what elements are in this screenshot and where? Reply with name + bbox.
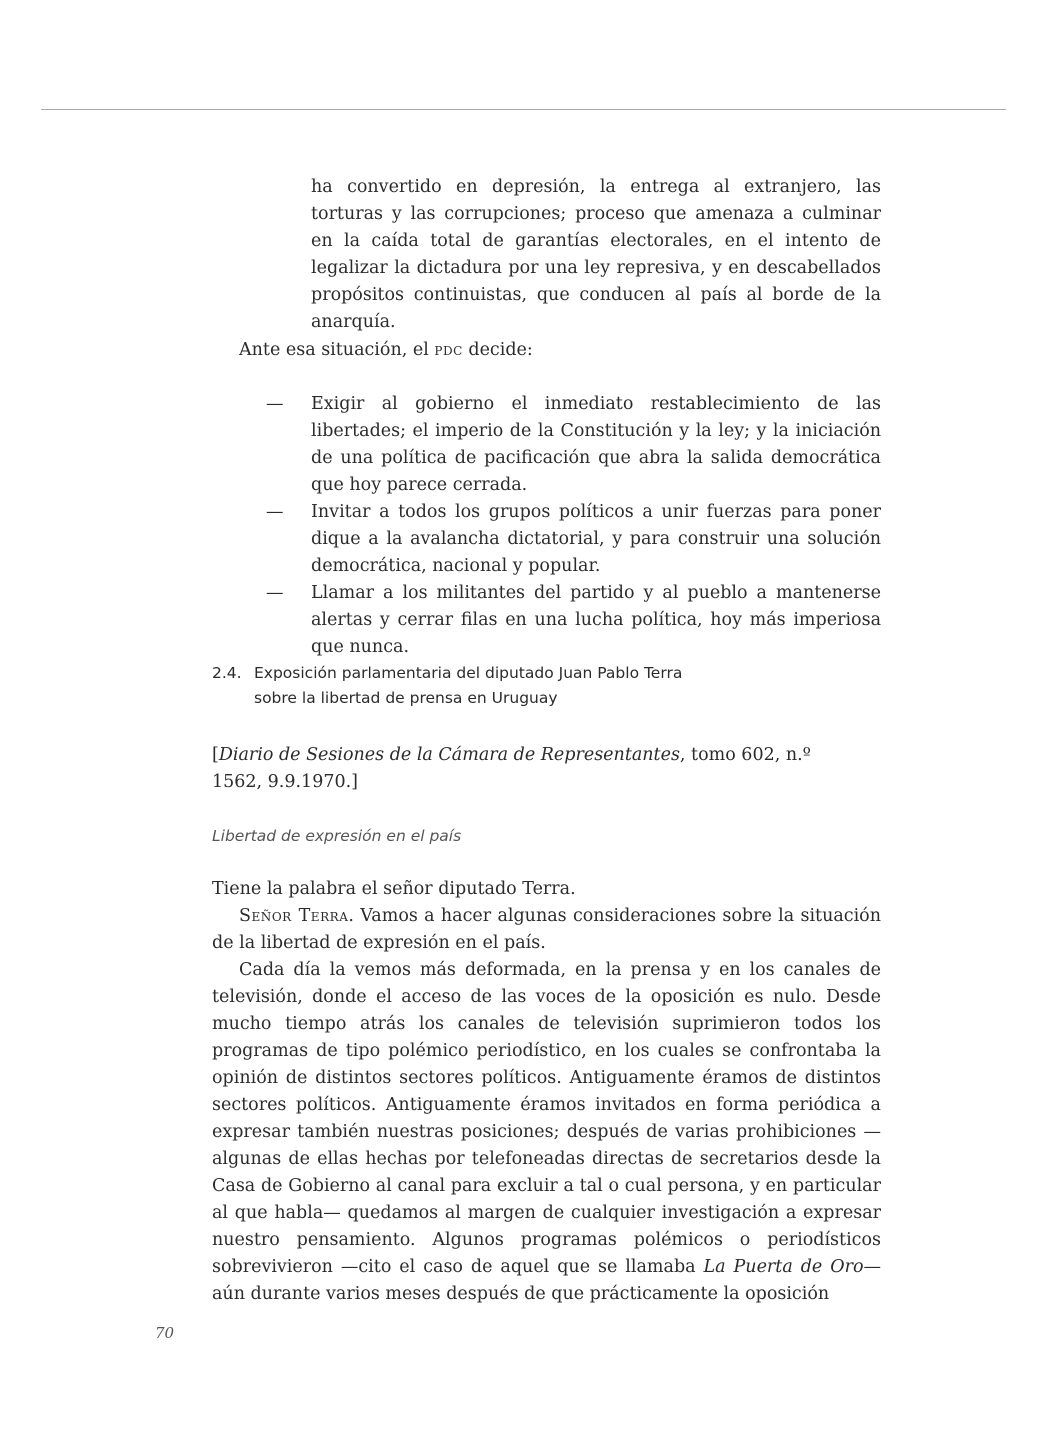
list-item (266, 580, 881, 661)
paragraph-text: . Vamos a hacer algunas consideraciones sobre la situación de la libertad de expresión en el país. (212, 906, 881, 953)
list-item-text: Invitar a todos los grupos políticos a unir fuerzas para poner dique a la avalancha dictatorial, y para construir una solución democrática, nacional y popular. (311, 502, 881, 576)
source-citation (212, 742, 852, 796)
list-item-text: Exigir al gobierno el inmediato restablecimiento de las libertades; el imperio de la Constitución y la ley; y la iniciación de una política de pacificación que abra la salida democrática que hoy parece cerrada. (311, 394, 881, 495)
list-item-text: Llamar a los militantes del partido y al pueblo a mantenerse alertas y cerrar filas en una lucha política, hoy más imperiosa que nunca. (311, 583, 881, 657)
section-title-line-1: Exposición parlamentaria del diputado Juan Pablo Terra (254, 664, 683, 682)
decision-list (266, 391, 881, 661)
dash-marker: — (266, 502, 284, 522)
paragraph-text: Cada día la vemos más deformada, en la prensa y en los canales de televisión, donde el acceso de las voces de la oposición es nulo. Desde mucho tiempo atrás los canales de televisión suprimieron todos los programas de tipo polémico periodístico, en los cuales se confrontaba la opinión de distintos sectores políticos. Antiguamente éramos de distintos sectores políticos. Antiguamente éramos invitados en forma periódica a expresar también nuestras posiciones; después de varias prohibiciones —algunas de ellas hechas por telefoneadas directas de secretarios desde la Casa de Gobierno al canal para excluir a tal o cual persona, y en particular al que habla— quedamos al margen de cualquier investigación a expresar nuestro pensamiento. Algunos programas polémicos o periodísticos sobrevivieron —cito el caso de aquel que se llamaba (212, 960, 881, 1277)
section-title-line-2: sobre la libertad de prensa en Uruguay (254, 689, 558, 707)
paragraph (212, 957, 881, 1308)
dash-marker: — (266, 394, 284, 414)
subheading: Libertad de expresión en el país (212, 827, 462, 845)
list-item (266, 391, 881, 499)
paragraph: Tiene la palabra el señor diputado Terra. (212, 879, 576, 899)
page-number: 70 (155, 1324, 175, 1342)
paragraph (212, 903, 881, 957)
lead-after: decide: (462, 340, 533, 360)
lead-sentence (239, 337, 533, 364)
citation-details: , tomo 602, n.º 1562, 9.9.1970.] (212, 745, 811, 792)
body-text (212, 876, 881, 1308)
citation-source: Diario de Sesiones de la Cámara de Representantes (218, 745, 680, 765)
paragraph-text: — aún durante varios meses después de que prácticamente la oposición (212, 1257, 881, 1304)
header-rule (41, 109, 1006, 110)
speaker-name: Señor Terra (239, 906, 349, 926)
program-title: La Puerta de Oro (703, 1257, 864, 1277)
section-number: 2.4. (212, 664, 242, 682)
dash-marker: — (266, 583, 284, 603)
list-item (266, 499, 881, 580)
citation-open: [ (212, 745, 219, 765)
section-heading (212, 661, 912, 711)
quoted-paragraph: ha convertido en depresión, la entrega al extranjero, las torturas y las corrupciones; proceso que amenaza a culminar en la caída total de garantías electorales, en el intento de legalizar la dictadura por una ley represiva, y en descabellados propósitos continuistas, que conducen al país al borde de la anarquía. (311, 177, 881, 332)
lead-before: Ante esa situación, el (239, 340, 435, 360)
pdc-acronym: pdc (434, 340, 463, 360)
